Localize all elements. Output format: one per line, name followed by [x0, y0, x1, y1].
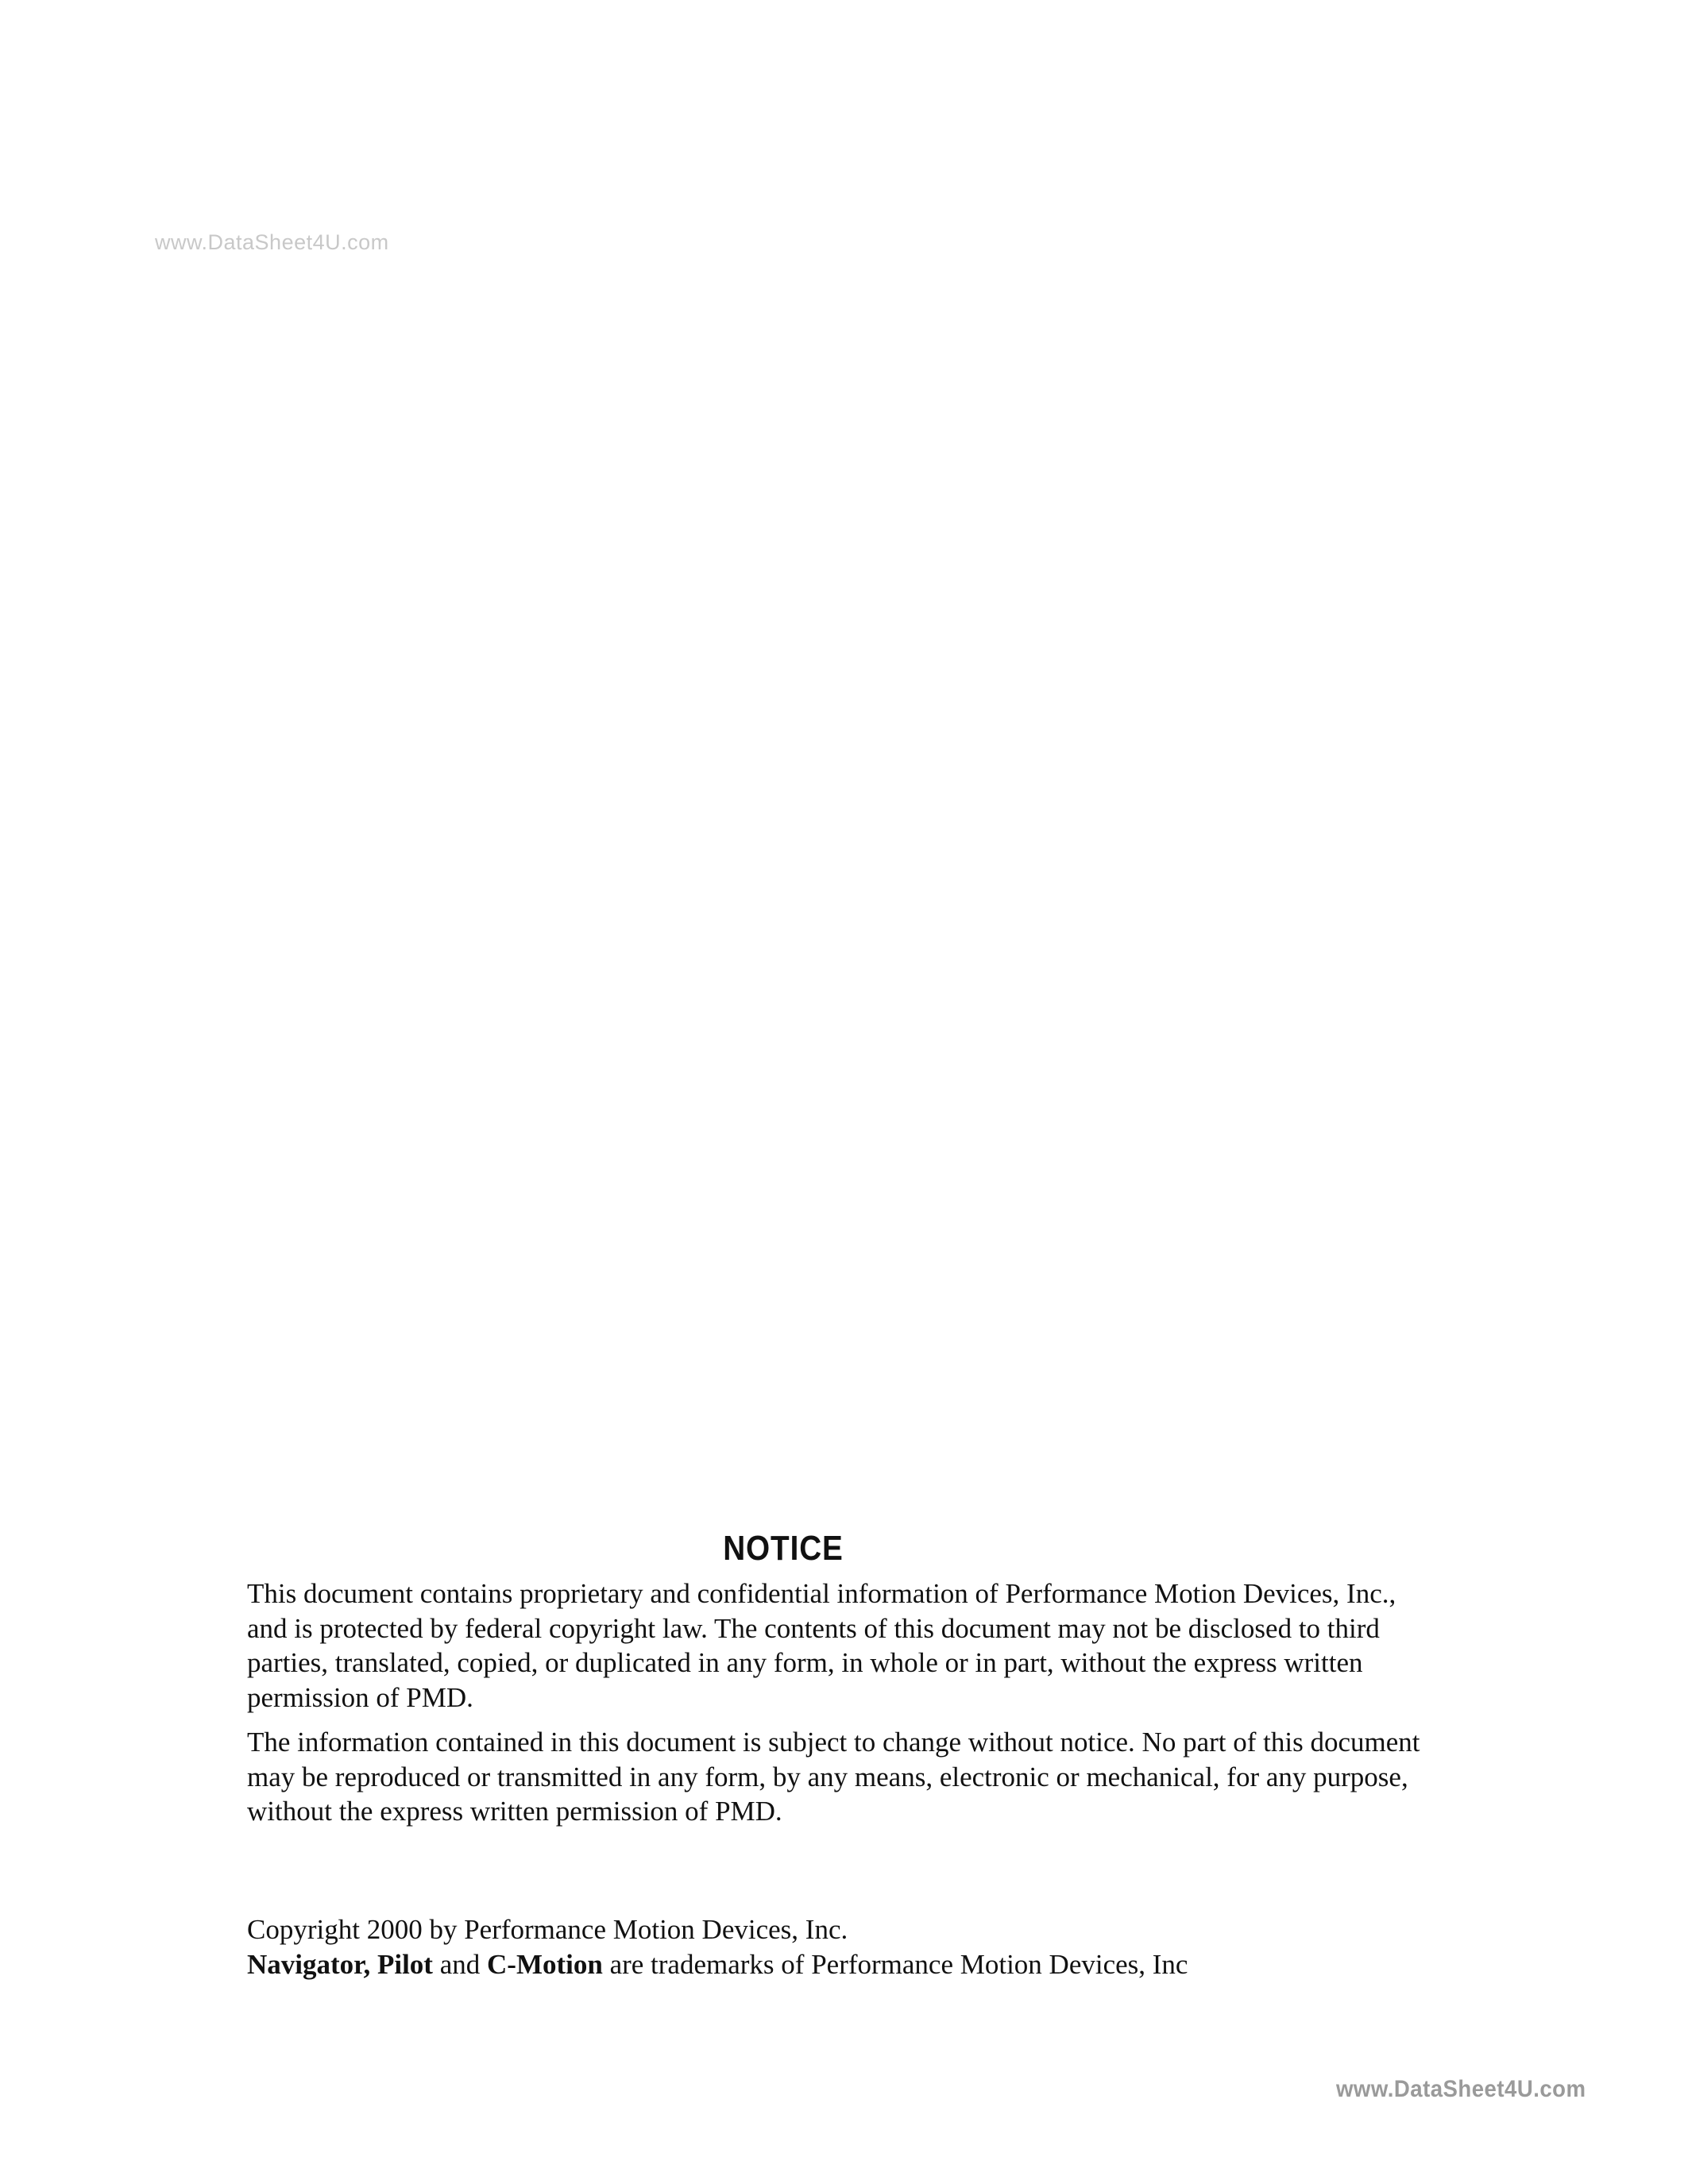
- notice-paragraph-2: The information contained in this document is subject to change without notice. No part of this document may be reproduced or transmitted in any form, by any means, electronic or mechanical, for any purpose, without the express written permission of PMD.: [247, 1727, 1420, 1827]
- trademark-and: and: [432, 1948, 488, 1980]
- trademark-names-1: Navigator, Pilot: [247, 1948, 433, 1980]
- copyright-section: [247, 1912, 1518, 1981]
- watermark-bottom: www.DataSheet4U.com: [1336, 2076, 1586, 2102]
- trademark-names-2: C-Motion: [487, 1948, 603, 1980]
- notice-section: [247, 1529, 1439, 1839]
- copyright-line: Copyright 2000 by Performance Motion Devices, Inc.: [247, 1914, 848, 1945]
- trademark-rest: are trademarks of Performance Motion Devices, Inc: [602, 1948, 1188, 1980]
- notice-paragraph-1: This document contains proprietary and confidential information of Performance Motion Devices, Inc., and is protected by federal copyright law. The contents of this document may not be disclosed to third parties, translated, copied, or duplicated in any form, in whole or in part, without the express written permission of PMD.: [247, 1578, 1396, 1713]
- watermark-top: www.DataSheet4U.com: [155, 230, 389, 254]
- notice-title: NOTICE: [723, 1529, 844, 1568]
- trademark-line: [247, 1947, 1518, 1982]
